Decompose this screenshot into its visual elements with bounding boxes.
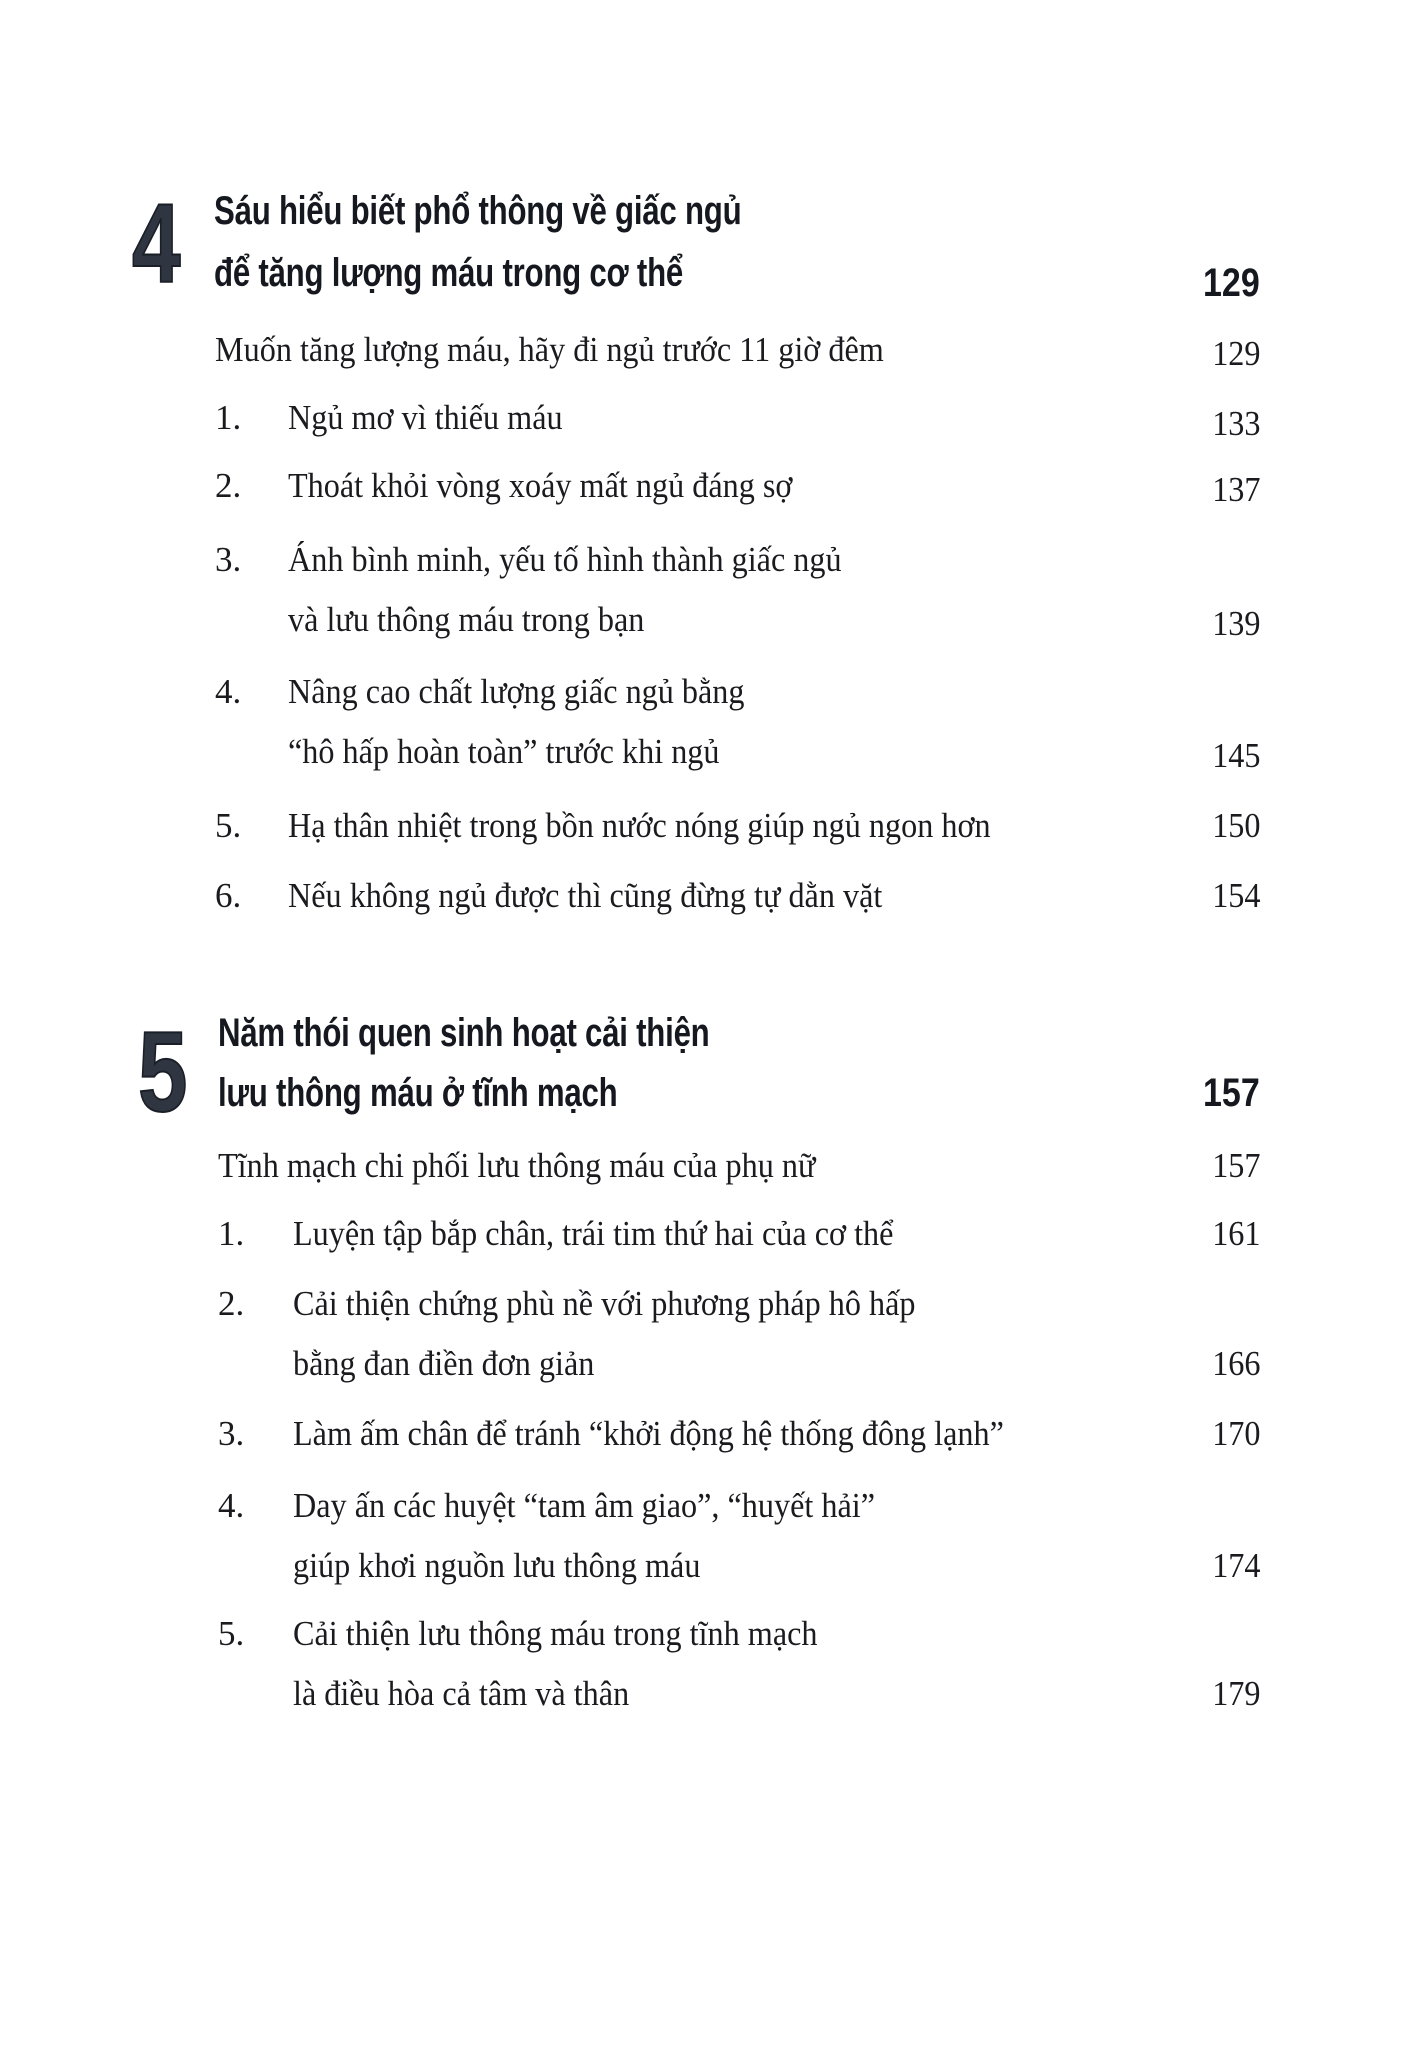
chapter-page-number: 129 (1203, 261, 1260, 305)
chapter-number: 4 (132, 181, 181, 306)
entry-page: 129 (1211, 334, 1260, 373)
entry-index: 4. (218, 1486, 245, 1525)
entry-index: 3. (218, 1414, 245, 1453)
entry-page: 179 (1211, 1674, 1260, 1713)
entry-title-line: bằng đan điền đơn giản (293, 1344, 595, 1383)
entry-page: 161 (1211, 1214, 1260, 1253)
entry-page: 170 (1211, 1414, 1260, 1453)
entry-title-line: Day ấn các huyệt “tam âm giao”, “huyết hải” (293, 1486, 876, 1525)
entry-title (288, 530, 842, 650)
entry-index: 2. (215, 466, 242, 505)
entry-title: Nếu không ngủ được thì cũng đừng tự dằn vặt (288, 876, 883, 915)
entry-index: 6. (215, 876, 242, 915)
chapter-title-line-1: Năm thói quen sinh hoạt cải thiện (218, 1011, 710, 1055)
entry-title: Luyện tập bắp chân, trái tim thứ hai của cơ thể (293, 1214, 894, 1253)
chapter-page-number: 157 (1203, 1071, 1260, 1115)
entry-index: 1. (215, 398, 242, 437)
chapter-title-line-2: để tăng lượng máu trong cơ thể (214, 251, 684, 295)
entry-title: Làm ấm chân để tránh “khởi động hệ thống đông lạnh” (293, 1414, 1004, 1453)
entry-title: Hạ thân nhiệt trong bồn nước nóng giúp ngủ ngon hơn (288, 806, 991, 845)
entry-page: 133 (1211, 404, 1260, 443)
entry-title-line: Cải thiện lưu thông máu trong tĩnh mạch (293, 1614, 818, 1653)
entry-index: 1. (218, 1214, 245, 1253)
entry-title (293, 1274, 916, 1394)
entry-title-line: là điều hòa cả tâm và thân (293, 1674, 630, 1713)
entry-page: 139 (1211, 604, 1260, 643)
chapter-number: 5 (138, 1009, 188, 1136)
chapter-title-line-2: lưu thông máu ở tĩnh mạch (218, 1071, 618, 1115)
entry-title: Thoát khỏi vòng xoáy mất ngủ đáng sợ (288, 466, 793, 505)
entry-title-line: Ánh bình minh, yếu tố hình thành giấc ngủ (288, 540, 842, 579)
entry-title-line: Nâng cao chất lượng giấc ngủ bằng (288, 672, 745, 711)
entry-index: 2. (218, 1284, 245, 1323)
entry-title (293, 1604, 818, 1724)
entry-page: 154 (1211, 876, 1260, 915)
entry-page: 157 (1211, 1146, 1260, 1185)
entry-index: 5. (218, 1614, 245, 1653)
entry-page: 137 (1211, 470, 1260, 509)
entry-page: 145 (1211, 736, 1260, 775)
chapter-title-line-1: Sáu hiểu biết phổ thông về giấc ngủ (214, 189, 742, 233)
entry-title: Tĩnh mạch chi phối lưu thông máu của phụ nữ (218, 1146, 816, 1185)
entry-title: Ngủ mơ vì thiếu máu (288, 398, 563, 437)
entry-title (293, 1476, 875, 1596)
entry-title: Muốn tăng lượng máu, hãy đi ngủ trước 11 giờ đêm (215, 330, 884, 369)
entry-index: 3. (215, 540, 242, 579)
entry-title-line: và lưu thông máu trong bạn (288, 600, 645, 639)
entry-title-line: Cải thiện chứng phù nề với phương pháp hô hấp (293, 1284, 916, 1323)
entry-title-line: giúp khơi nguồn lưu thông máu (293, 1546, 701, 1585)
entry-page: 166 (1211, 1344, 1260, 1383)
entry-title (288, 662, 745, 782)
entry-index: 4. (215, 672, 242, 711)
entry-index: 5. (215, 806, 242, 845)
entry-page: 150 (1211, 806, 1260, 845)
entry-title-line: “hô hấp hoàn toàn” trước khi ngủ (288, 732, 720, 771)
entry-page: 174 (1211, 1546, 1260, 1585)
